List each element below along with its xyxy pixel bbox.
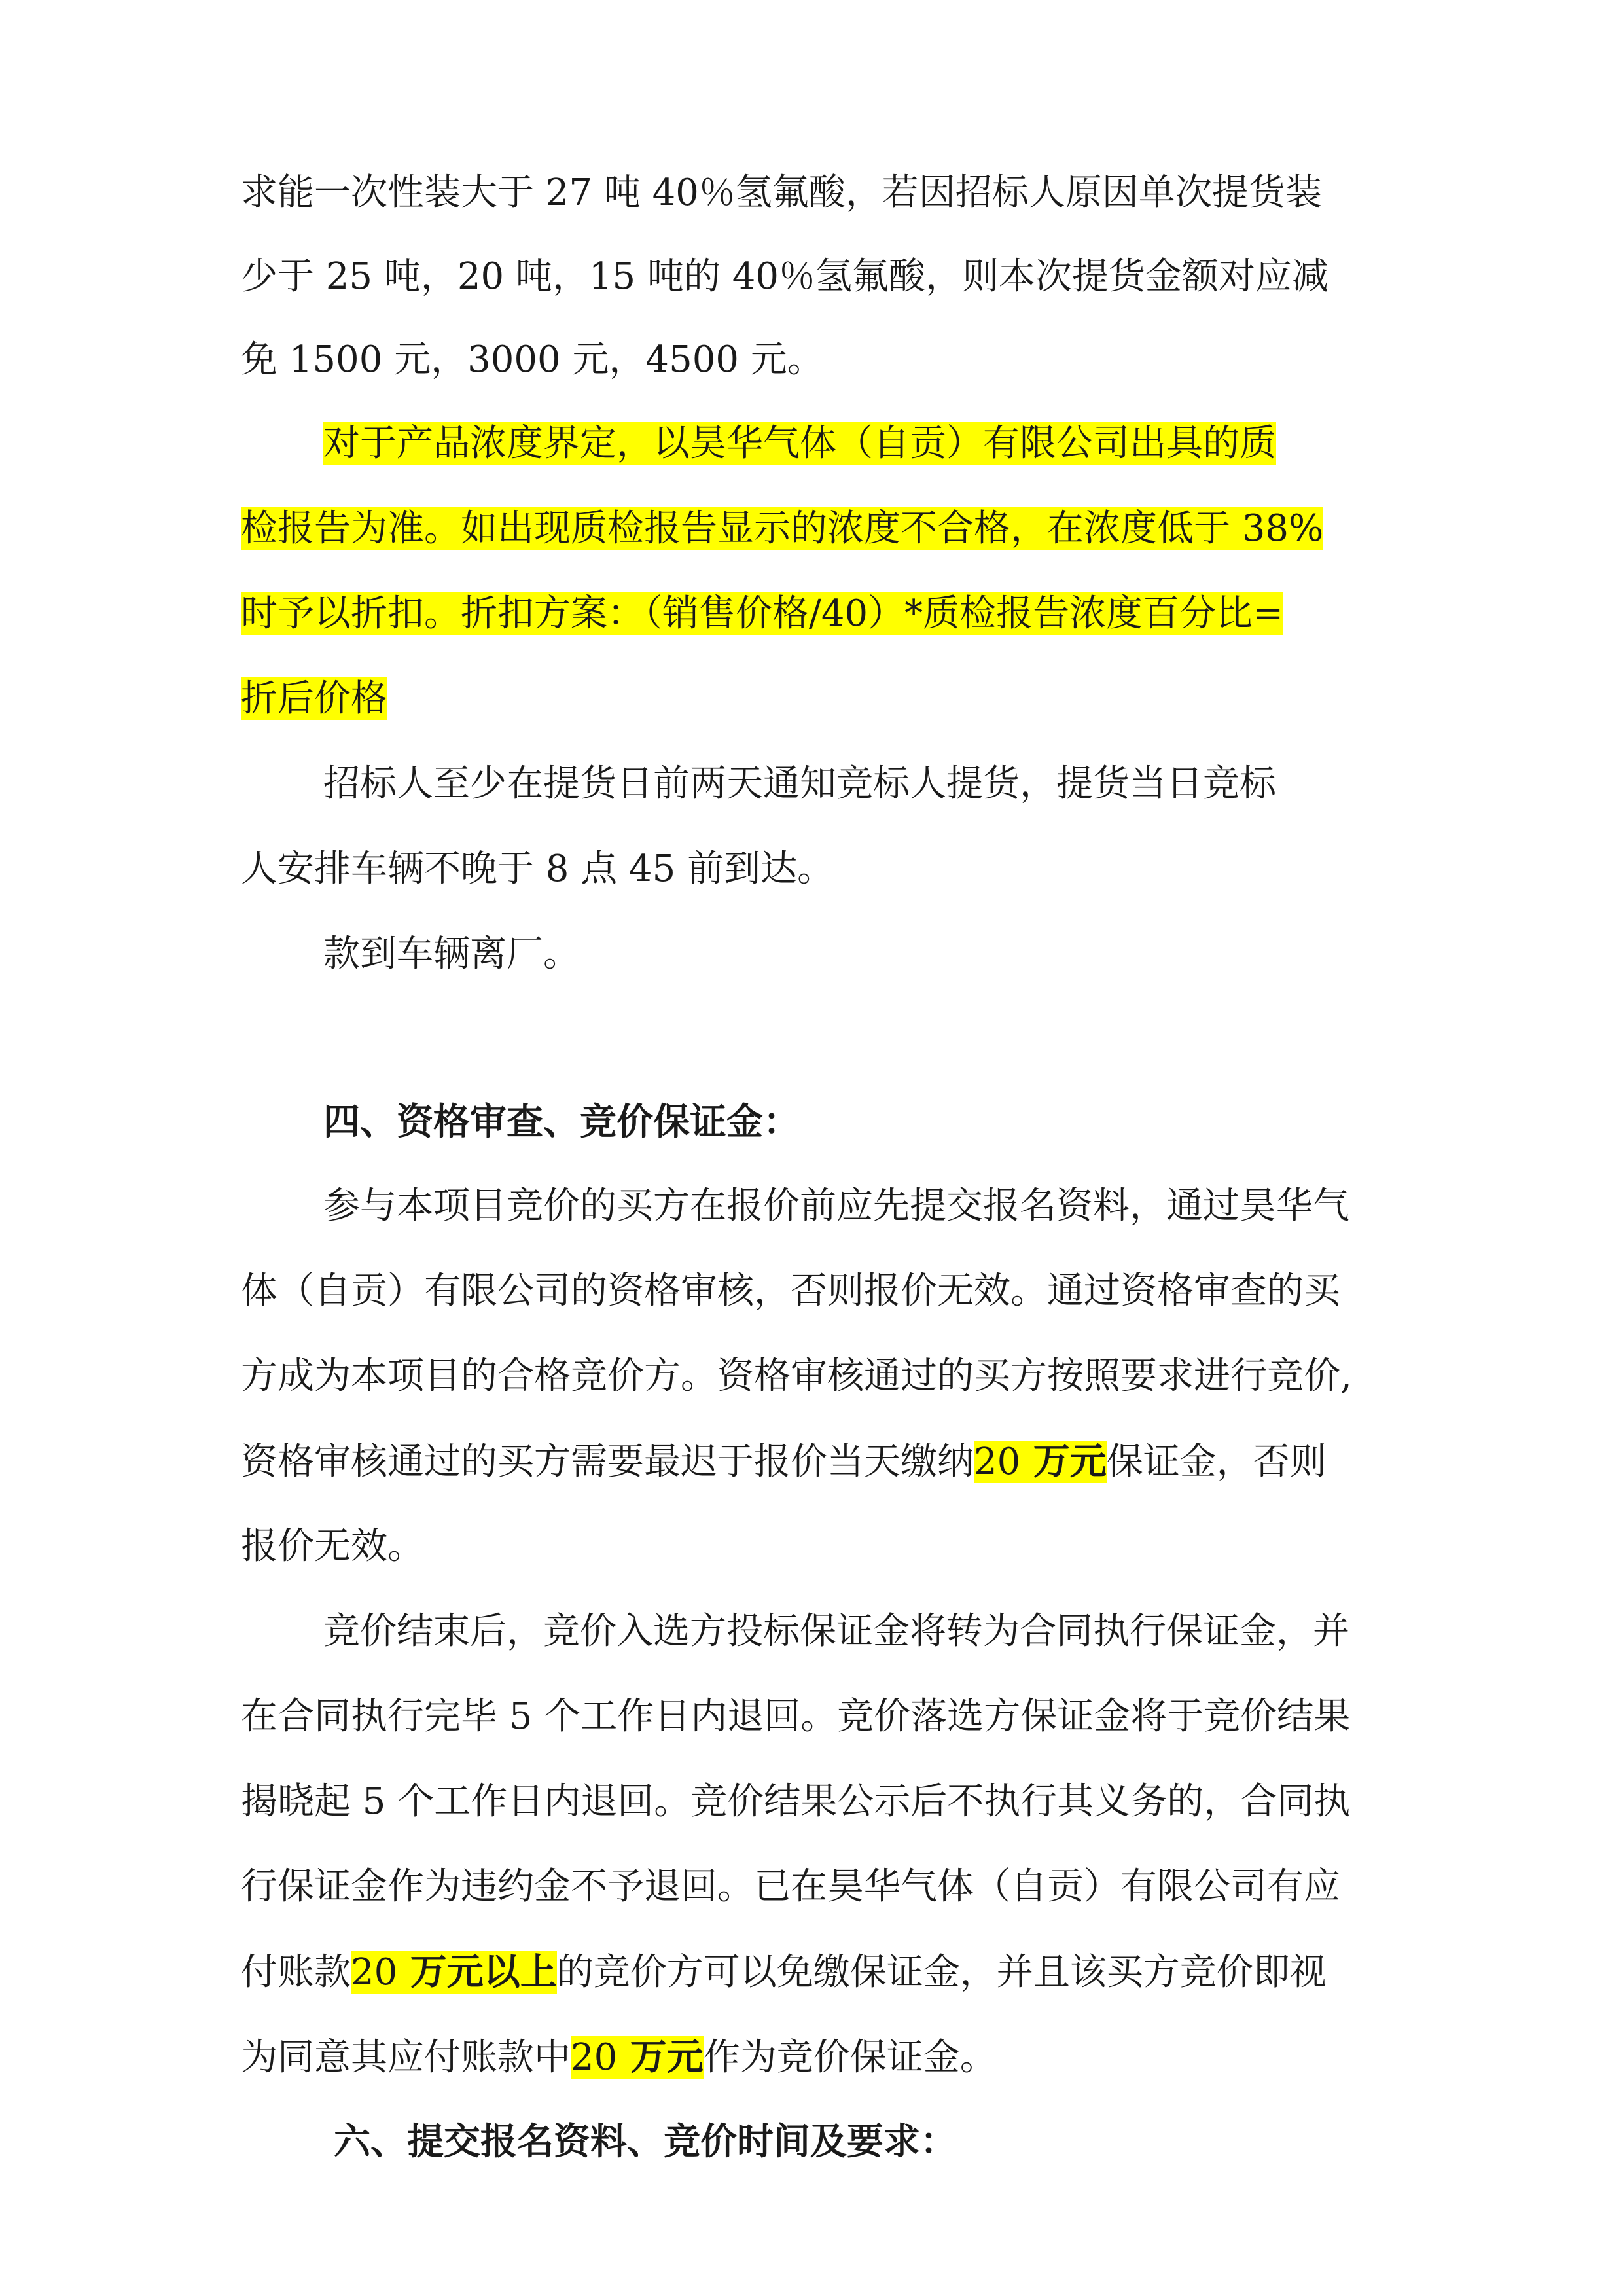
s4p1-line3: 方成为本项目的合格竞价方。资格审核通过的买方按照要求进行竞价, [241, 1355, 1352, 1397]
deposit-amount-highlight [974, 1441, 1107, 1483]
payable-threshold-unit: 万元以上 [397, 1950, 557, 1994]
para2-line1-wrap [323, 414, 1276, 473]
section6-heading: 六、提交报名资料、竞价时间及要求： [334, 2121, 957, 2163]
s4p2-line5-post: 的竞价方可以免缴保证金，并且该买方竞价即视 [556, 1951, 1327, 1994]
s4p1-line4-pre: 资格审核通过的买方需要最迟于报价当天缴纳 [241, 1441, 974, 1483]
para2-line4-wrap [241, 670, 387, 728]
s4p2-line6-pre: 为同意其应付账款中 [241, 2036, 571, 2079]
payable-threshold-highlight [351, 1951, 557, 1994]
s4p1-line5: 报价无效。 [241, 1525, 424, 1568]
para2-line4: 折后价格 [241, 677, 387, 720]
s4p2-line6-post: 作为竞价保证金。 [703, 2036, 997, 2079]
deposit-amount-number: 20 [974, 1441, 1021, 1483]
s4p2-line5-pre: 付账款 [241, 1951, 351, 1994]
para2-line3-wrap [241, 584, 1283, 643]
para1-line3: 免 1500 元，3000 元，4500 元。 [241, 338, 824, 381]
para3-line1: 招标人至少在提货日前两天通知竞标人提货，提货当日竞标 [323, 762, 1276, 805]
para4-line1: 款到车辆离厂。 [323, 933, 580, 975]
s4p1-line4-post: 保证金，否则 [1106, 1441, 1327, 1483]
s4p1-line1: 参与本项目竞价的买方在报价前应先提交报名资料，通过昊华气 [323, 1185, 1349, 1227]
payable-threshold-number: 20 [351, 1951, 398, 1994]
payable-deposit-number: 20 [571, 2036, 618, 2079]
para2-line3: 时予以折扣。折扣方案：（销售价格/40）*质检报告浓度百分比= [241, 592, 1284, 635]
para1-line1: 求能一次性装大于 27 吨 40％氢氟酸，若因招标人原因单次提货装 [241, 171, 1322, 214]
payable-deposit-highlight [571, 2036, 704, 2079]
s4p2-line3: 揭晓起 5 个工作日内退回。竞价结果公示后不执行其义务的，合同执 [241, 1780, 1351, 1823]
s4p2-line6 [241, 2028, 997, 2087]
s4p1-line2: 体（自贡）有限公司的资格审核，否则报价无效。通过资格审查的买 [241, 1270, 1340, 1312]
para2-line2: 检报告为准。如出现质检报告显示的浓度不合格，在浓度低于 38% [241, 507, 1324, 550]
deposit-amount-unit: 万元 [1020, 1440, 1107, 1483]
s4p2-line5 [241, 1943, 1327, 2001]
s4p2-line4: 行保证金作为违约金不予退回。已在昊华气体（自贡）有限公司有应 [241, 1865, 1340, 1908]
para2-line1: 对于产品浓度界定，以昊华气体（自贡）有限公司出具的质 [323, 422, 1276, 465]
para2-line2-wrap [241, 499, 1323, 558]
s4p1-line4 [241, 1432, 1327, 1491]
payable-deposit-unit: 万元 [617, 2036, 704, 2079]
para1-line2: 少于 25 吨，20 吨，15 吨的 40％氢氟酸，则本次提货金额对应减 [241, 255, 1329, 298]
para3-line2: 人安排车辆不晚于 8 点 45 前到达。 [241, 848, 834, 890]
section4-heading: 四、资格审查、竞价保证金： [323, 1101, 800, 1143]
s4p2-line1: 竞价结束后，竞价入选方投标保证金将转为合同执行保证金，并 [323, 1610, 1349, 1653]
s4p2-line2: 在合同执行完毕 5 个工作日内退回。竞价落选方保证金将于竞价结果 [241, 1695, 1351, 1738]
